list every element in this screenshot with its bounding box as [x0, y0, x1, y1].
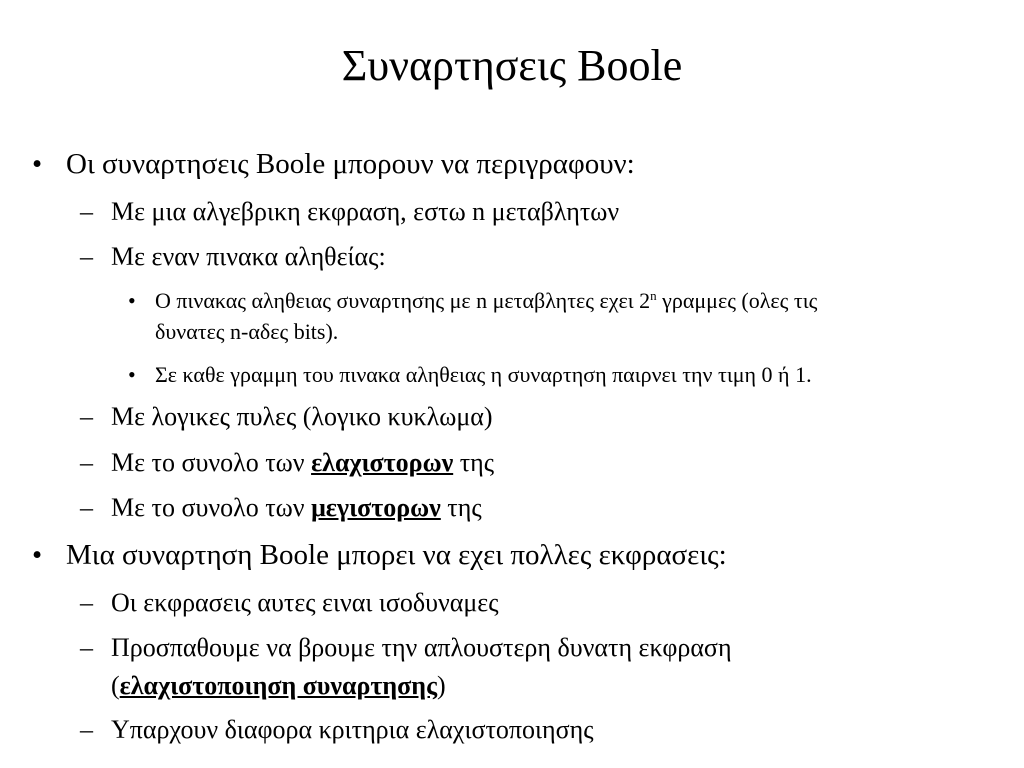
dash-marker: –	[80, 588, 93, 617]
sub-bullet-1-text	[155, 287, 817, 315]
dash-marker: –	[80, 402, 93, 431]
superscript-n: n	[650, 288, 657, 303]
dash-4-text-part: της	[453, 448, 495, 477]
sub-bullet-1-continuation: δυνατες n-αδες bits).	[155, 319, 339, 344]
dash-marker: –	[80, 242, 93, 271]
bullet-1-dash-2-text: Με εναν πινακα αληθείας:	[111, 242, 386, 271]
bullet-marker: •	[32, 539, 43, 571]
dash-marker: –	[80, 493, 93, 522]
dash-marker: –	[80, 633, 93, 662]
sub-bullet-marker: •	[128, 362, 136, 387]
emphasized-term-minterms: ελαχιστορων	[311, 448, 454, 477]
bullet-1-dash-3-text: Με λογικες πυλες (λογικο κυκλωμα)	[111, 402, 493, 431]
dash-marker: –	[80, 448, 93, 477]
bullet-1-dash-5-text	[111, 492, 482, 524]
emphasized-term-maxterms: μεγιστορων	[311, 493, 441, 522]
dash-5-text-part: Με το συνολο των	[111, 493, 312, 522]
sub-bullet-2-text: Σε καθε γραμμη του πινακα αληθειας η συναρτηση παιρνει την τιμη 0 ή 1.	[155, 362, 812, 387]
emphasized-term-minimization: ελαχιστοποιηση συναρτησης	[119, 671, 438, 700]
bullet-1-dash-1-text: Με μια αλγεβρικη εκφραση, εστω n μεταβλητων	[111, 197, 620, 226]
sub-bullet-marker: •	[128, 288, 136, 313]
sub-bullet-1-text-part: γραμμες (ολες τις	[656, 288, 818, 313]
dash-4-text-part: Με το συνολο των	[111, 448, 312, 477]
bullet-marker: •	[32, 148, 43, 180]
slide-title: Συναρτησεις Boole	[341, 41, 683, 90]
bullet-1-dash-4-text	[111, 447, 494, 479]
bullet-2-dash-2-continuation	[111, 670, 446, 702]
sub-bullet-1-text-part: Ο πινακας αληθειας συναρτησης με n μεταβλητες εχει 2	[155, 288, 651, 313]
dash-5-text-part: της	[440, 493, 482, 522]
dash-marker: –	[80, 715, 93, 744]
bullet-1-text: Οι συναρτησεις Boole μπορουν να περιγραφουν:	[66, 148, 635, 180]
bullet-2-dash-2-text: Προσπαθουμε να βρουμε την απλουστερη δυνατη εκφραση	[111, 633, 732, 662]
bullet-2-dash-3-text: Υπαρχουν διαφορα κριτηρια ελαχιστοποιησης	[111, 715, 594, 744]
dash-marker: –	[80, 197, 93, 226]
bullet-2-dash-1-text: Οι εκφρασεις αυτες ειναι ισοδυναμες	[111, 588, 499, 617]
paren-open: (	[111, 671, 120, 700]
paren-close: )	[437, 671, 446, 700]
bullet-2-text: Μια συναρτηση Boole μπορει να εχει πολλες εκφρασεις:	[66, 539, 727, 571]
